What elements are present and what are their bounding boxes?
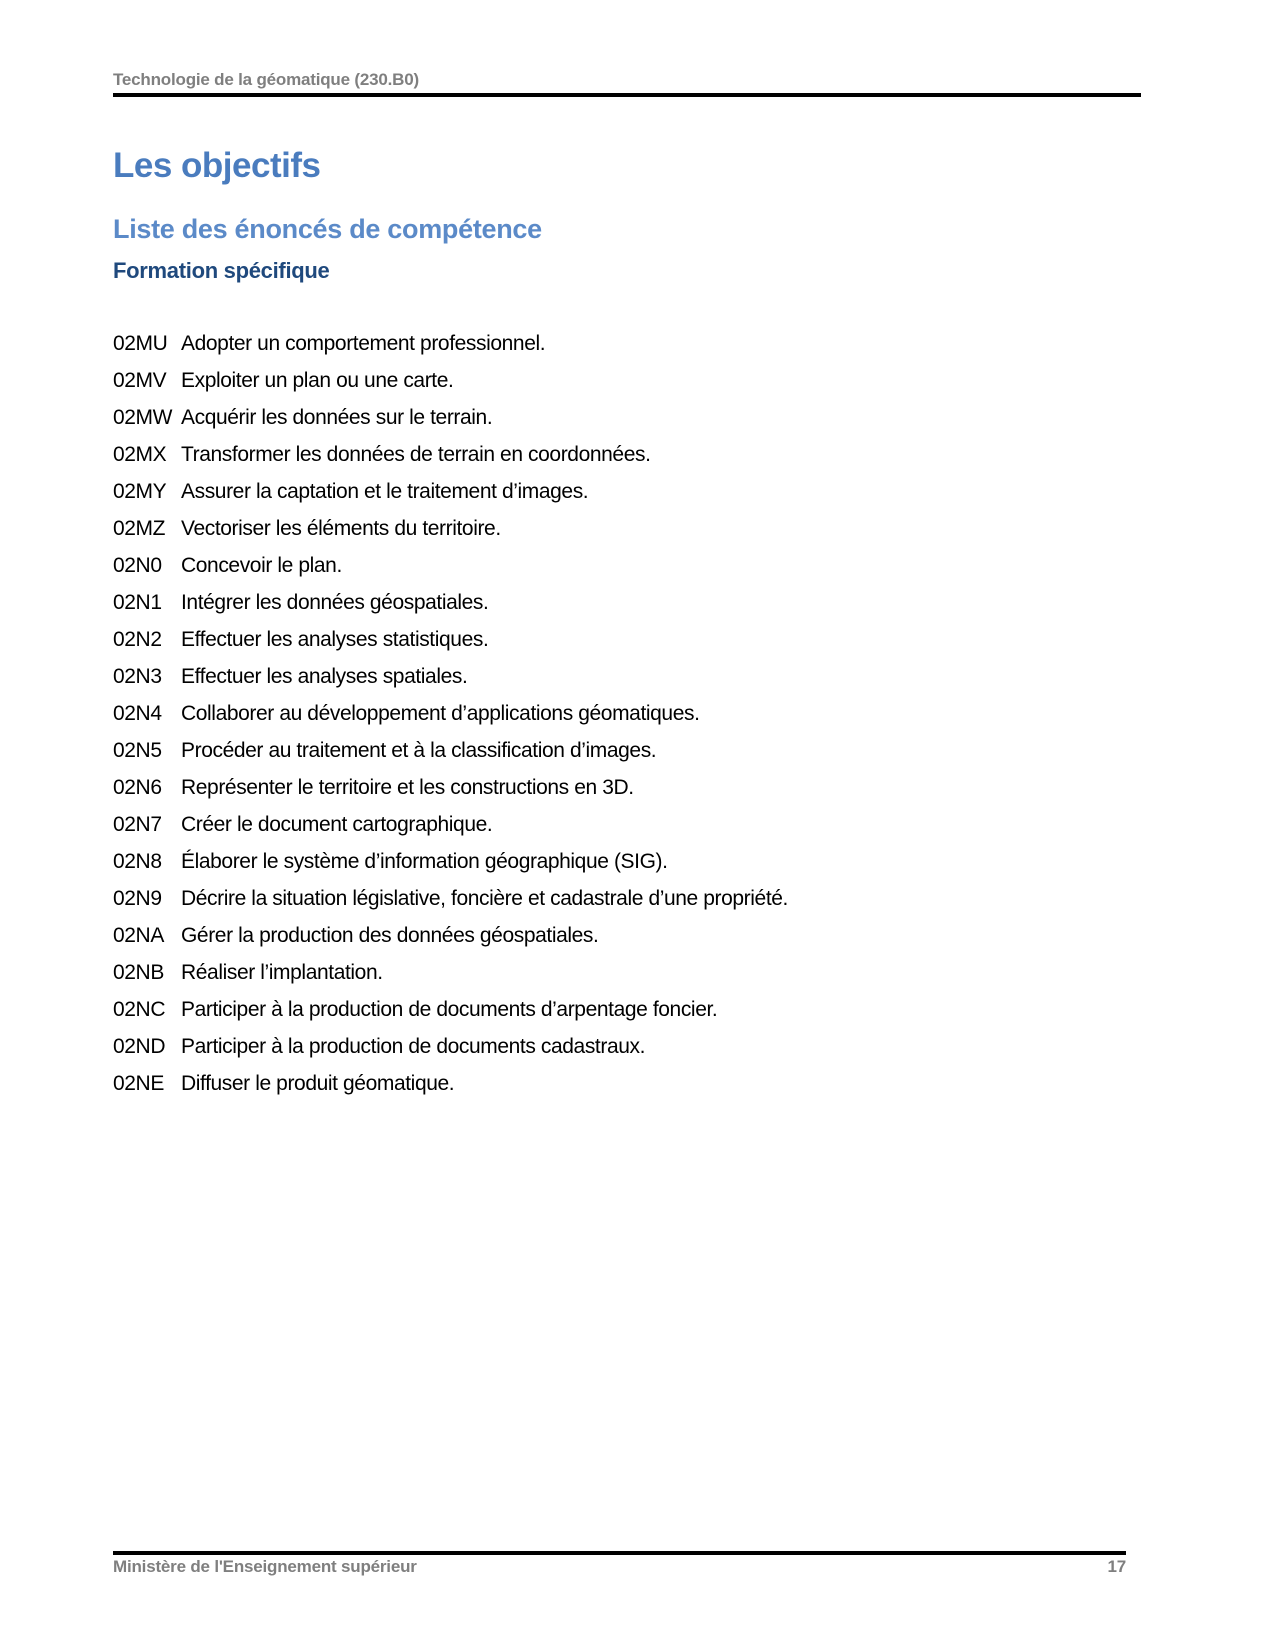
section-title: Liste des énoncés de compétence: [113, 214, 542, 244]
competency-row: [113, 917, 1163, 954]
competency-code: 02N7: [113, 813, 162, 836]
competency-code: 02NC: [113, 998, 166, 1021]
competency-code: 02MX: [113, 443, 167, 466]
competency-row: [113, 806, 1163, 843]
competency-row: [113, 399, 1163, 436]
competency-label: Concevoir le plan.: [181, 554, 342, 577]
competency-row: [113, 325, 1163, 362]
competency-row: [113, 843, 1163, 880]
competency-code: 02MU: [113, 332, 168, 355]
footer-text: Ministère de l'Enseignement supérieur: [113, 1557, 417, 1576]
page-number: 17: [1107, 1557, 1126, 1576]
competency-row: [113, 621, 1163, 658]
competency-label: Diffuser le produit géomatique.: [181, 1072, 455, 1095]
competency-label: Procéder au traitement et à la classification d’images.: [181, 739, 657, 762]
competency-code: 02MW: [113, 406, 173, 429]
competency-row: [113, 510, 1163, 547]
page-header: [113, 0, 1141, 97]
competency-label: Adopter un comportement professionnel.: [181, 332, 546, 355]
competency-code: 02MV: [113, 369, 167, 392]
competency-label: Effectuer les analyses statistiques.: [181, 628, 489, 651]
page-footer: [113, 1551, 1126, 1577]
subsection-title: Formation spécifique: [113, 258, 330, 283]
competency-label: Effectuer les analyses spatiales.: [181, 665, 468, 688]
competency-label: Gérer la production des données géospatiales.: [181, 924, 599, 947]
competency-row: [113, 769, 1163, 806]
competency-label: Décrire la situation législative, foncière et cadastrale d’une propriété.: [181, 887, 788, 910]
competency-label: Collaborer au développement d’applications géomatiques.: [181, 702, 700, 725]
competency-label: Créer le document cartographique.: [181, 813, 493, 836]
competency-code: 02NB: [113, 961, 164, 984]
competency-row: [113, 1028, 1163, 1065]
competency-row: [113, 954, 1163, 991]
page-title: Les objectifs: [113, 146, 321, 185]
competency-row: [113, 658, 1163, 695]
competency-row: [113, 695, 1163, 732]
competency-code: 02ND: [113, 1035, 166, 1058]
competency-code: 02N5: [113, 739, 162, 762]
competency-row: [113, 584, 1163, 621]
competency-list: [113, 325, 1163, 1102]
footer-rule: [113, 1551, 1126, 1555]
competency-label: Élaborer le système d’information géographique (SIG).: [181, 850, 668, 873]
competency-label: Transformer les données de terrain en coordonnées.: [181, 443, 651, 466]
competency-code: 02N2: [113, 628, 162, 651]
competency-label: Participer à la production de documents cadastraux.: [181, 1035, 646, 1058]
competency-code: 02MY: [113, 480, 167, 503]
competency-label: Représenter le territoire et les constructions en 3D.: [181, 776, 634, 799]
competency-code: 02NE: [113, 1072, 164, 1095]
competency-code: 02MZ: [113, 517, 166, 540]
competency-row: [113, 436, 1163, 473]
competency-code: 02N1: [113, 591, 162, 614]
competency-label: Participer à la production de documents d’arpentage foncier.: [181, 998, 718, 1021]
competency-label: Réaliser l’implantation.: [181, 961, 383, 984]
competency-code: 02N8: [113, 850, 162, 873]
competency-label: Acquérir les données sur le terrain.: [181, 406, 493, 429]
page-body: [113, 97, 1163, 1102]
competency-code: 02N0: [113, 554, 162, 577]
competency-label: Assurer la captation et le traitement d’images.: [181, 480, 589, 503]
competency-row: [113, 880, 1163, 917]
competency-label: Vectoriser les éléments du territoire.: [181, 517, 501, 540]
competency-code: 02N9: [113, 887, 162, 910]
competency-code: 02N4: [113, 702, 162, 725]
competency-code: 02N3: [113, 665, 162, 688]
competency-code: 02N6: [113, 776, 162, 799]
competency-row: [113, 991, 1163, 1028]
competency-row: [113, 473, 1163, 510]
competency-code: 02NA: [113, 924, 164, 947]
competency-row: [113, 362, 1163, 399]
competency-label: Intégrer les données géospatiales.: [181, 591, 489, 614]
competency-row: [113, 732, 1163, 769]
competency-row: [113, 1065, 1163, 1102]
competency-row: [113, 547, 1163, 584]
competency-label: Exploiter un plan ou une carte.: [181, 369, 454, 392]
header-title: Technologie de la géomatique (230.B0): [113, 70, 419, 89]
